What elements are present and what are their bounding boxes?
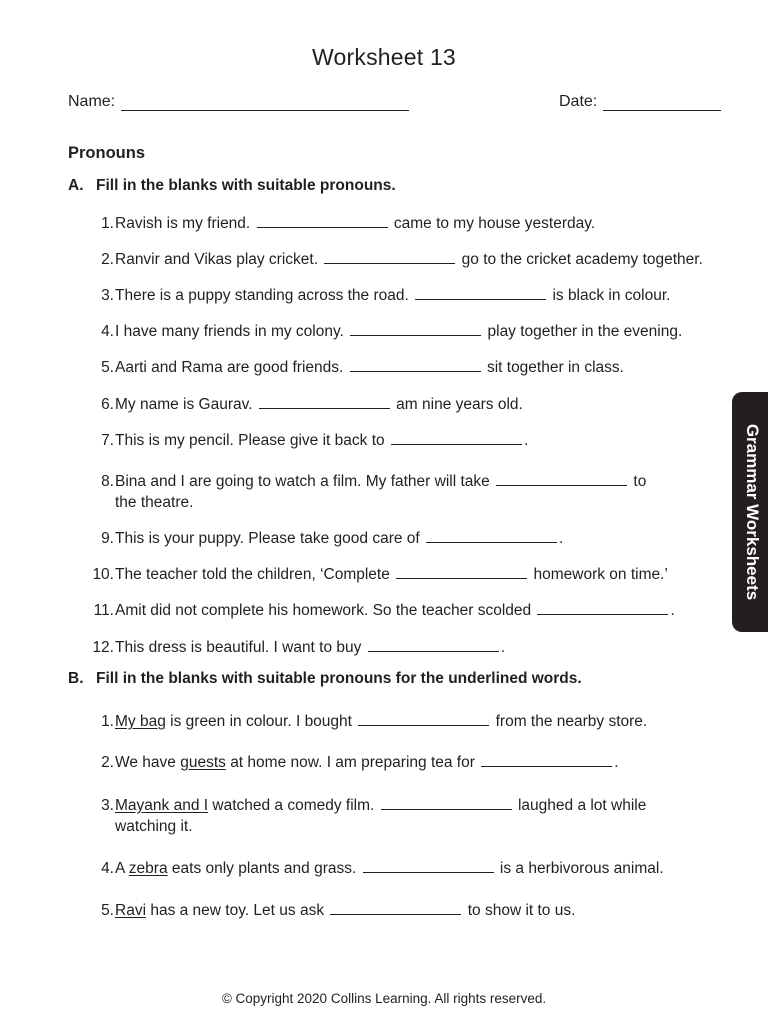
question-b5 [84,900,724,921]
question-a12 [84,637,724,658]
grammar-worksheets-tab [732,392,768,632]
question-number: 1. [101,215,114,232]
answer-blank[interactable] [426,528,557,543]
answer-blank[interactable] [259,394,390,409]
question-text: came to my house yesterday. [393,215,596,232]
copyright-footer: © Copyright 2020 Collins Learning. All rights reserved. [221,991,547,1006]
worksheet-title: Worksheet 13 [312,44,456,70]
underlined-word: My bag [115,713,166,730]
answer-blank[interactable] [537,600,668,615]
underlined-word: Ravi [115,902,147,919]
question-number: 2. [101,754,114,771]
question-text: am nine years old. [396,396,523,413]
section-b-letter: B. [68,670,84,687]
question-text: Ranvir and Vikas play cricket. [115,251,319,268]
question-number: 9. [101,530,114,547]
question-number: 4. [101,323,114,340]
question-b3 [84,795,724,837]
question-text: homework on time.’ [533,566,668,583]
question-a10 [84,564,724,585]
question-a8 [84,471,724,513]
question-number: 4. [101,860,114,877]
question-a6 [84,394,724,415]
question-number: 6. [101,396,114,413]
question-number: 1. [101,713,114,730]
question-text: to [633,473,647,490]
question-text: A [115,860,125,877]
answer-blank[interactable] [496,471,627,486]
question-number: 11. [93,602,114,619]
question-text: I have many friends in my colony. [115,323,344,340]
question-text: We have [115,754,176,771]
name-field [68,93,409,111]
question-a3 [84,285,724,306]
question-b1 [84,711,724,732]
question-number: 5. [101,902,114,919]
question-text: This is your puppy. Please take good care of [115,530,420,547]
question-text-continued: watching it. [115,818,193,835]
question-a7 [84,430,724,451]
question-text: play together in the evening. [487,323,683,340]
answer-blank[interactable] [257,213,388,228]
question-number: 7. [101,432,114,449]
question-number: 10. [92,566,114,583]
question-number: 12. [92,639,114,656]
question-text: eats only plants and grass. [171,860,357,877]
date-field [559,93,721,111]
section-a-instruction [68,177,396,195]
question-number: 2. [101,251,114,268]
question-a4 [84,321,724,342]
question-a5 [84,357,724,378]
answer-blank[interactable] [350,321,481,336]
question-text: . [500,639,506,656]
question-a11 [84,600,724,621]
underlined-word: Mayank and I [115,797,209,814]
question-text: The teacher told the children, ‘Complete [115,566,390,583]
name-label: Name: [68,93,116,110]
topic-heading: Pronouns [68,144,145,162]
question-text: is black in colour. [552,287,671,304]
question-text: . [614,754,619,771]
question-text: Amit did not complete his homework. So the teacher scolded [115,602,532,619]
question-text: has a new toy. Let us ask [150,902,325,919]
question-number: 3. [101,287,114,304]
answer-blank[interactable] [415,285,546,300]
date-blank[interactable] [603,94,721,111]
question-text: sit together in class. [486,359,624,376]
question-text: . [523,432,529,449]
answer-blank[interactable] [368,637,499,652]
question-text: at home now. I am preparing tea for [230,754,475,771]
question-text: My name is Gaurav. [115,396,253,413]
question-number: 8. [101,473,114,490]
side-tab-label: Grammar Worksheets [743,423,762,601]
question-a2 [84,249,724,270]
question-text: Aarti and Rama are good friends. [115,359,344,376]
question-text: is green in colour. I bought [170,713,352,730]
answer-blank[interactable] [324,249,455,264]
section-a-text: Fill in the blanks with suitable pronouns. [96,177,396,194]
question-a9 [84,528,724,549]
question-text: There is a puppy standing across the road. [115,287,409,304]
date-label: Date: [559,93,598,110]
question-text: from the nearby store. [495,713,648,730]
question-text: . [670,602,675,619]
answer-blank[interactable] [330,900,461,915]
answer-blank[interactable] [358,711,489,726]
question-number: 3. [101,797,114,814]
answer-blank[interactable] [363,858,494,873]
question-b2 [84,752,724,773]
question-text: is a herbivorous animal. [499,860,664,877]
question-text: This dress is beautiful. I want to buy [115,639,362,656]
question-text: to show it to us. [467,902,576,919]
question-number: 5. [101,359,114,376]
underlined-word: guests [180,754,226,771]
question-text: laughed a lot while [517,797,647,814]
question-text-continued: the theatre. [115,494,194,511]
question-text: This is my pencil. Please give it back to [115,432,385,449]
question-b4 [84,858,724,879]
question-text: Ravish is my friend. [115,215,251,232]
question-text: Bina and I are going to watch a film. My father will take [115,473,490,490]
question-text: . [559,530,564,547]
section-a-letter: A. [68,177,84,194]
section-b-text: Fill in the blanks with suitable pronouns for the underlined words. [96,670,582,687]
answer-blank[interactable] [481,752,612,767]
question-text: go to the cricket academy together. [461,251,703,268]
name-blank[interactable] [121,94,409,111]
question-text: watched a comedy film. [212,797,375,814]
answer-blank[interactable] [391,430,522,445]
section-b-instruction [68,670,582,688]
question-a1 [84,213,724,234]
underlined-word: zebra [128,860,168,877]
answer-blank[interactable] [381,795,512,810]
answer-blank[interactable] [396,564,527,579]
answer-blank[interactable] [350,357,481,372]
